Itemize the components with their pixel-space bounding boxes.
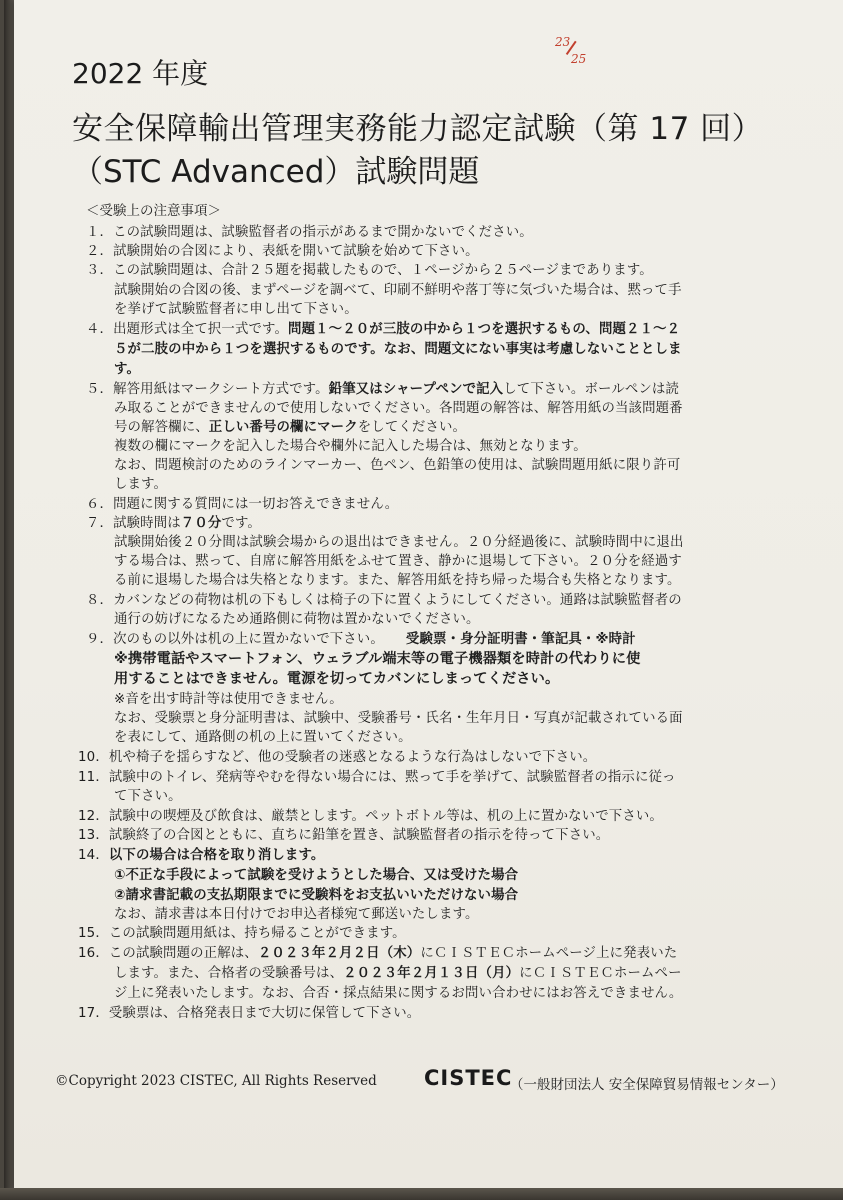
note-line: み取ることができませんので使用しないでください。各問題の解答は、解答用紙の当該問題番 [114, 401, 683, 416]
note-line: ※音を出す時計等は使用できません。 [114, 692, 343, 707]
note-line-7 [86, 512, 261, 531]
note-line-emphasis: す。 [114, 362, 141, 377]
note-line: ジ上に発表いたします。なお、合否・採点結果に関するお問い合わせにはお答えできません。 [114, 986, 683, 1001]
note-line-mark [114, 416, 466, 435]
title-year: 2022 年度 [72, 57, 209, 90]
note-emphasis: 鉛筆又はシャープペンで記入 [328, 382, 504, 397]
note-line: て下さい。 [114, 789, 182, 804]
note-line: なお、受験票と身分証明書は、試験中、受験番号・氏名・生年月日・写真が記載されている面 [114, 711, 683, 726]
note-line-4 [86, 318, 680, 337]
title-exam-name: 安全保障輸出管理実務能力認定試験（第 17 回） [72, 111, 764, 147]
note-line: を表にして、通路側の机の上に置いてください。 [114, 730, 412, 745]
note-line: なお、請求書は本日付けでお申込者様宛て郵送いたします。 [114, 907, 479, 922]
note-line: 10．机や椅子を揺らすなど、他の受験者の迷惑となるような行為はしないで下さい。 [78, 750, 597, 765]
note-line-emphasis: 用することはできません。電源を切ってカバンにしまってください。 [114, 671, 560, 687]
note-line: 通行の妨げになるため通路側に荷物は置かないでください。 [114, 612, 480, 627]
note-text: 16．この試験問題の正解は、 [78, 946, 258, 961]
desk-shadow [0, 1188, 843, 1200]
note-line-14 [78, 844, 324, 863]
note-line: ２．試験開始の合図により、表紙を開いて試験を始めて下さい。 [86, 244, 479, 259]
note-emphasis: 受験票・身分証明書・筆記具・※時計 [405, 632, 636, 647]
note-text: 14． [78, 848, 109, 863]
title-exam-subtitle: （STC Advanced）試験問題 [72, 154, 480, 190]
note-line: する場合は、黙って、自席に解答用紙をふせて置き、静かに退場して下さい。２０分を経過す [114, 554, 682, 569]
note-line-9 [86, 628, 636, 647]
note-line: 12．試験中の喫煙及び飲食は、厳禁とします。ペットボトル等は、机の上に置かないで下さい。 [78, 809, 663, 824]
note-emphasis: ７０分 [180, 516, 222, 531]
note-line: 複数の欄にマークを記入した場合や欄外に記入した場合は、無効となります。 [114, 439, 587, 454]
note-line-5 [86, 378, 679, 397]
note-emphasis: ２０２３年２月１３日（月） [343, 966, 520, 981]
note-line-16b [114, 962, 682, 981]
handwritten-score [553, 35, 593, 75]
note-line: 15．この試験問題用紙は、持ち帰ることができます。 [78, 926, 406, 941]
score-top: 23 [555, 35, 571, 49]
note-emphasis: 問題１～２０が三肢の中から１つを選択するもの、問題２１～２ [288, 322, 681, 337]
note-line: る前に退場した場合は失格となります。また、解答用紙を持ち帰った場合も失格となります。 [114, 573, 681, 588]
note-line: 11．試験中のトイレ、発病等やむを得ない場合には、黙って手を挙げて、試験監督者の指示に従っ [78, 770, 676, 785]
note-line-emphasis: ②請求書記載の支払期限までに受験料をお支払いいただけない場合 [114, 888, 519, 903]
note-text: ７．試験時間は [86, 516, 181, 531]
note-line: なお、問題検討のためのラインマーカー、色ペン、色鉛筆の使用は、試験問題用紙に限り許可 [114, 458, 681, 473]
note-line-emphasis: ①不正な手段によって試験を受けようとした場合、又は受けた場合 [114, 868, 519, 883]
note-line: １．この試験問題は、試験監督者の指示があるまで開かないでください。 [86, 225, 533, 240]
note-line: ８．カバンなどの荷物は机の下もしくは椅子の下に置くようにしてください。通路は試験監督者の [86, 593, 682, 608]
note-text: します。また、合格者の受験番号は、 [114, 966, 344, 981]
note-text: をしてください。 [357, 420, 467, 435]
cistec-logo: CISTEC [424, 1066, 513, 1090]
note-text: にＣＩＳＴＥＣホームペー [519, 966, 682, 981]
note-line-emphasis: ５が二肢の中から１つを選択するものです。なお、問題文にない事実は考慮しないこととしま [114, 342, 682, 357]
note-emphasis: ２０２３年２月２日（木） [257, 946, 421, 961]
note-line: ６．問題に関する質問には一切お答えできません。 [86, 497, 399, 512]
note-line: ３．この試験問題は、合計２５題を掲載したもので、１ページから２５ページまであります。 [86, 263, 653, 278]
organization-name: （一般財団法人 安全保障貿易情報センター） [510, 1077, 784, 1093]
note-line: 試験開始後２０分間は試験会場からの退出はできません。２０分経過後に、試験時間中に退出 [114, 535, 684, 550]
note-line: 13．試験終了の合図とともに、直ちに鉛筆を置き、試験監督者の指示を待って下さい。 [78, 828, 610, 843]
note-text: 号の解答欄に、 [114, 420, 209, 435]
note-text: ９．次のもの以外は机の上に置かないで下さい。 [86, 632, 384, 647]
note-text: ５．解答用紙はマークシート方式です。 [86, 382, 329, 397]
note-emphasis: 正しい番号の欄にマーク [208, 420, 358, 435]
note-text: にＣＩＳＴＥＣホームページ上に発表いた [420, 946, 678, 961]
note-text: して下さい。ボールペンは読 [503, 382, 679, 397]
note-line: を挙げて試験監督者に申し出て下さい。 [114, 302, 358, 317]
note-emphasis: 以下の場合は合格を取り消します。 [108, 848, 325, 863]
note-line: 17．受験票は、合格発表日まで大切に保管して下さい。 [78, 1006, 421, 1021]
note-line: 試験開始の合図の後、まずページを調べて、印刷不鮮明や落丁等に気づいた場合は、黙って手 [114, 283, 682, 298]
notes-heading: ＜受験上の注意事項＞ [86, 203, 221, 219]
note-line-emphasis: ※携帯電話やスマートフォン、ウェラブル端末等の電子機器類を時計の代わりに使 [114, 651, 641, 667]
score-bottom: 25 [571, 52, 587, 66]
note-text: ４．出題形式は全て択一式です。 [86, 322, 289, 337]
note-line-16 [78, 942, 677, 961]
note-text: です。 [221, 516, 261, 531]
copyright-notice: ©Copyright 2023 CISTEC, All Rights Reserved [55, 1073, 377, 1089]
note-line: します。 [114, 477, 168, 492]
